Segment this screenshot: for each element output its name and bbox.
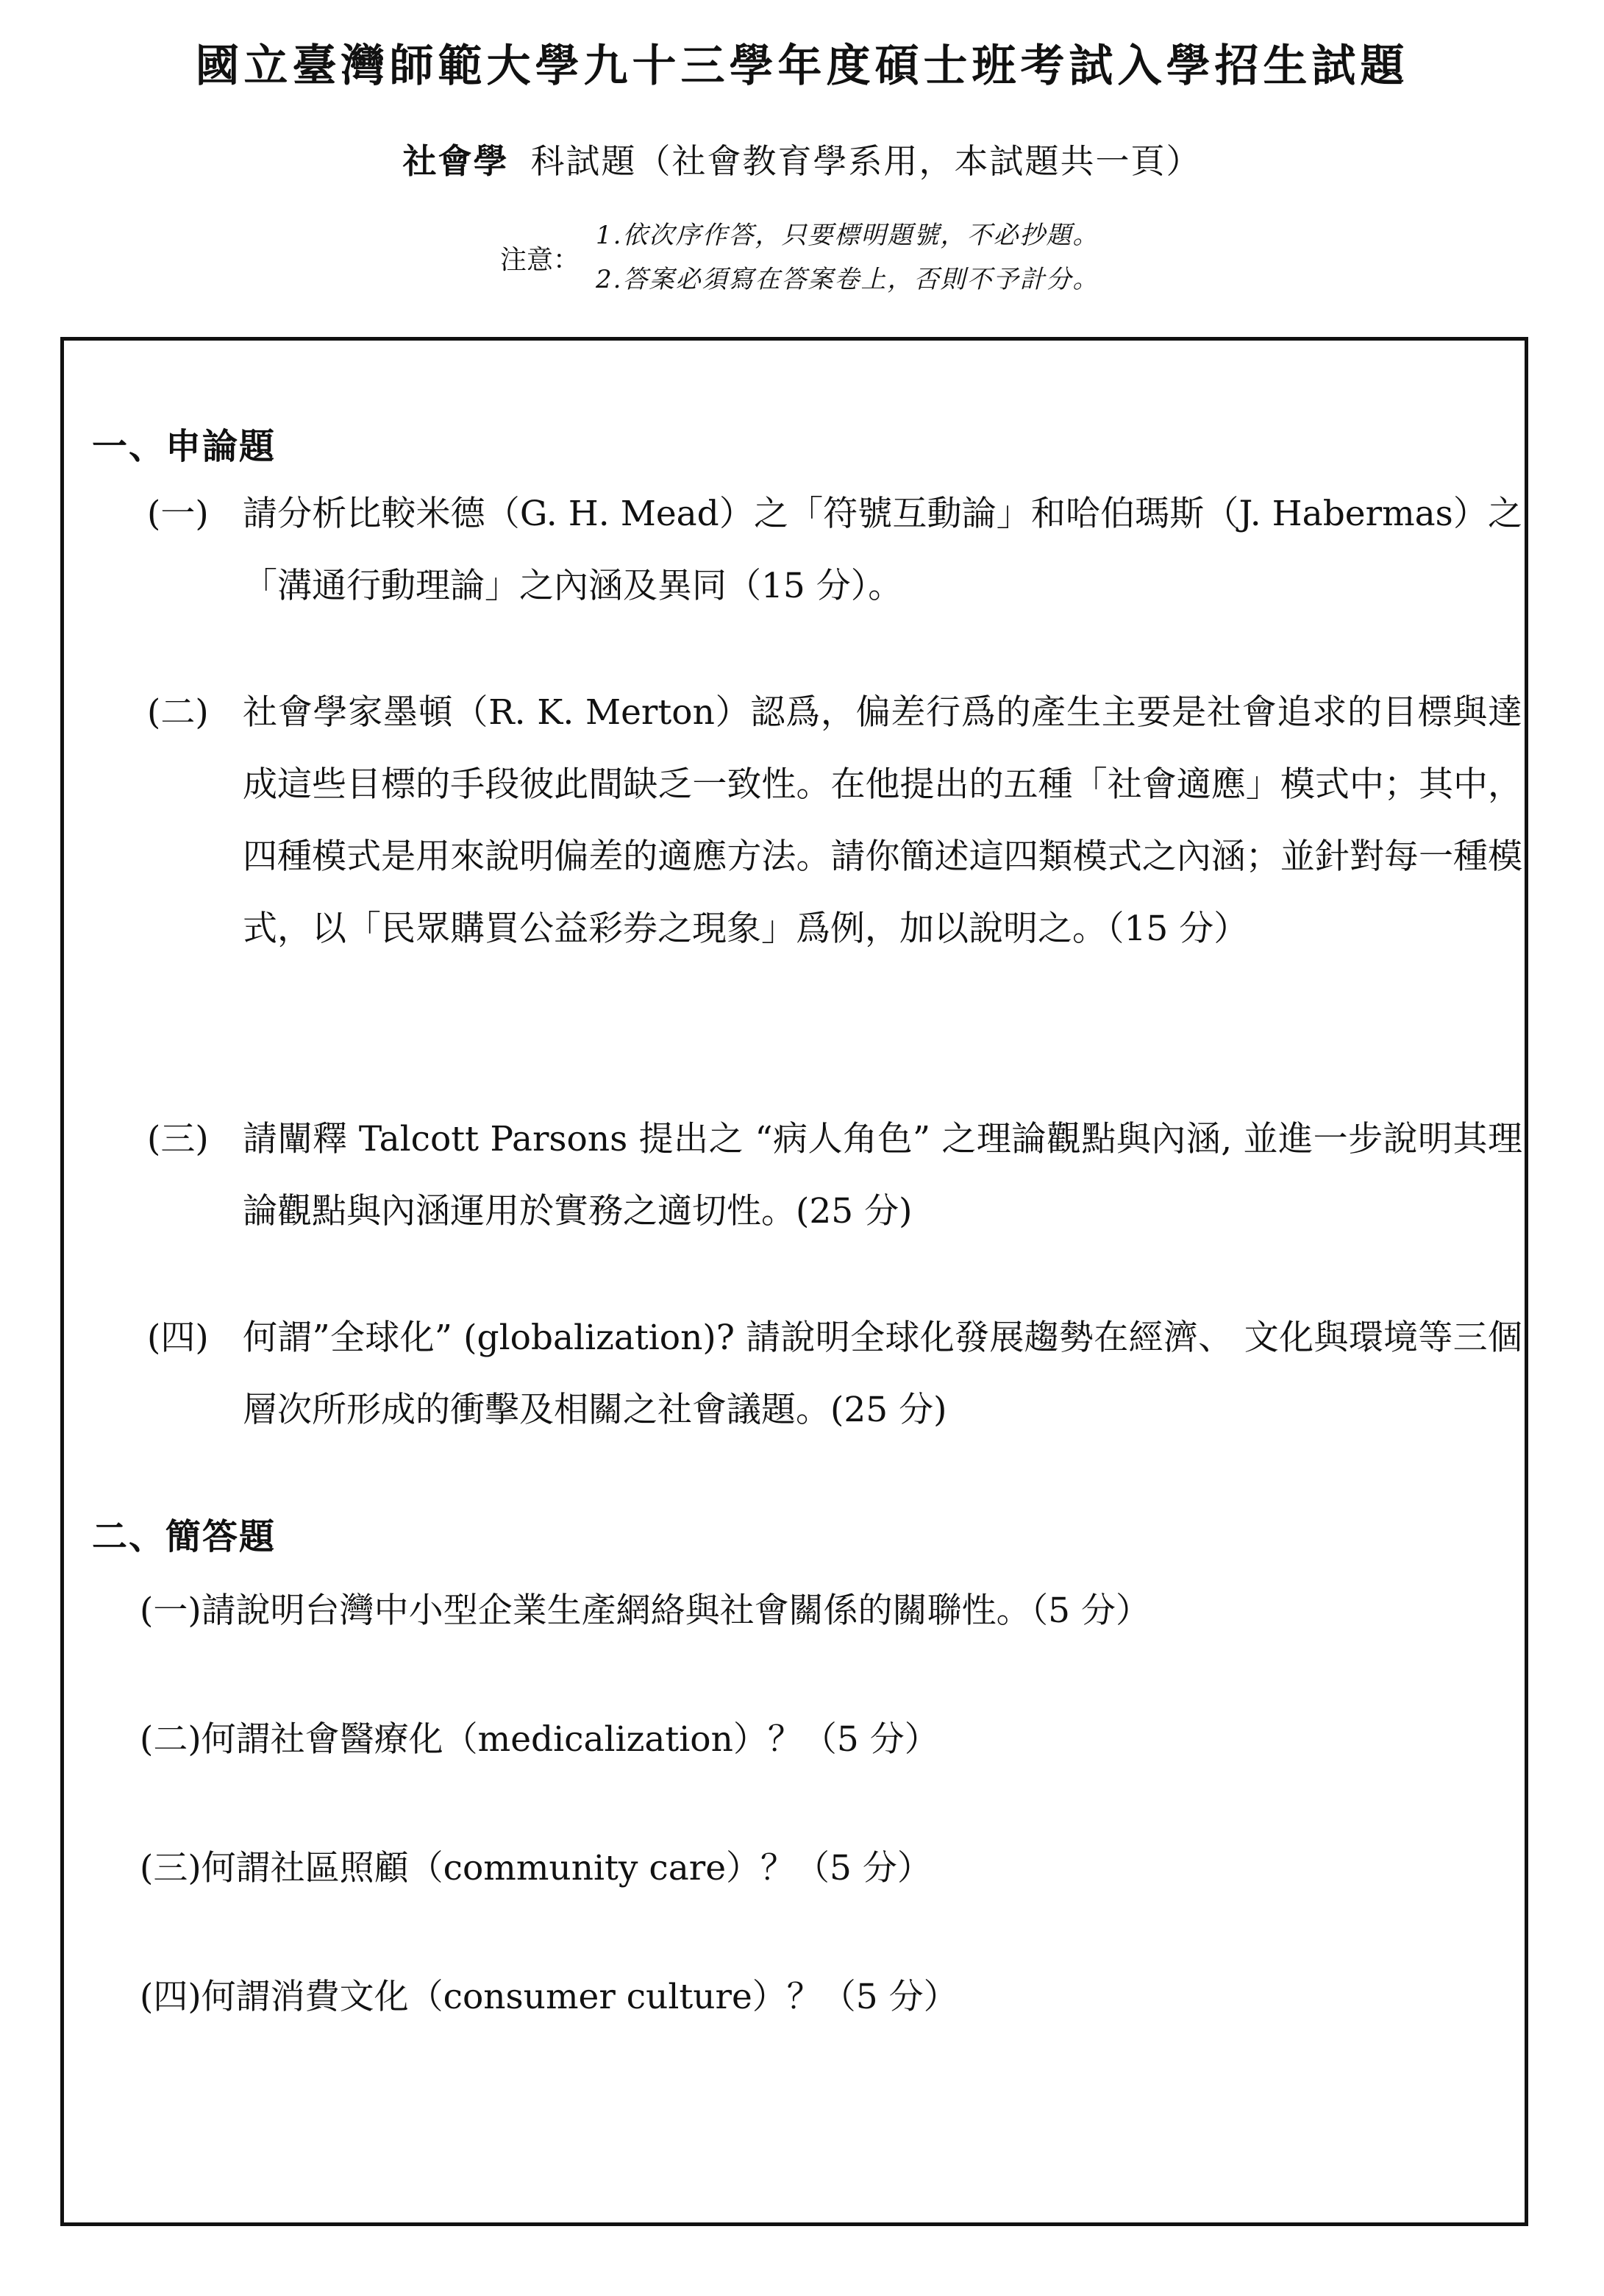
question-text: 何謂”全球化” (globalization)? 請說明全球化發展趨勢在經濟、 文化與環境等三個層次所形成的衝擊及相關之社會議題。(25 分) [243,1318,1522,1430]
note-item: 1.依次序作答，只要標明題號，不必抄題。 [596,221,1099,250]
section-heading-short-answer: 二、簡答題 [92,1516,277,1557]
question-number: (四) [147,1318,209,1358]
note-item: 2.答案必須寫在答案卷上，否則不予計分。 [596,265,1099,294]
exam-title: 國立臺灣師範大學九十三學年度碩士班考試入學招生試題 [195,40,1409,92]
subject-name: 社會學 [402,141,509,181]
short-answer-question: (三)何謂社區照顧（community care）？（5 分） [140,1848,932,1888]
subtitle-rest: 科試題（社會教育學系用，本試題共一頁） [530,141,1202,181]
question-number: (二) [147,692,209,733]
question-number: (三) [147,1119,209,1159]
short-answer-question: (四)何謂消費文化（consumer culture）？（5 分） [140,1977,958,2017]
exam-subtitle [0,135,1604,183]
question-number: (一) [147,494,209,534]
section-heading-essay: 一、申論題 [92,426,277,467]
short-answer-question: (二)何謂社會醫療化（medicalization）？（5 分） [140,1719,939,1760]
short-answer-question: (一)請說明台灣中小型企業生產網絡與社會關係的關聯性。（5 分） [140,1591,1151,1631]
question-text: 請分析比較米德（G. H. Mead）之「符號互動論」和哈伯瑪斯（J. Habermas）之「溝通行動理論」之內涵及異同（15 分）。 [243,494,1522,606]
question-text: 社會學家墨頓（R. K. Merton）認爲，偏差行爲的產生主要是社會追求的目標與達成這些目標的手段彼此間缺乏一致性。在他提出的五種「社會適應」模式中；其中，四種模式是用來說明偏差的適應方法。請你簡述這四類模式之內涵；並針對每一種模式，以「民眾購買公益彩券之現象」爲例，加以說明之。（15 分） [243,692,1522,949]
notes-label: 注意： [500,244,580,275]
exam-notes [500,213,1099,302]
question-text: 請闡釋 Talcott Parsons 提出之 “病人角色” 之理論觀點與內涵, 並進一步說明其理論觀點與內涵運用於實務之適切性。(25 分) [243,1119,1522,1231]
notes-list [596,213,1099,302]
